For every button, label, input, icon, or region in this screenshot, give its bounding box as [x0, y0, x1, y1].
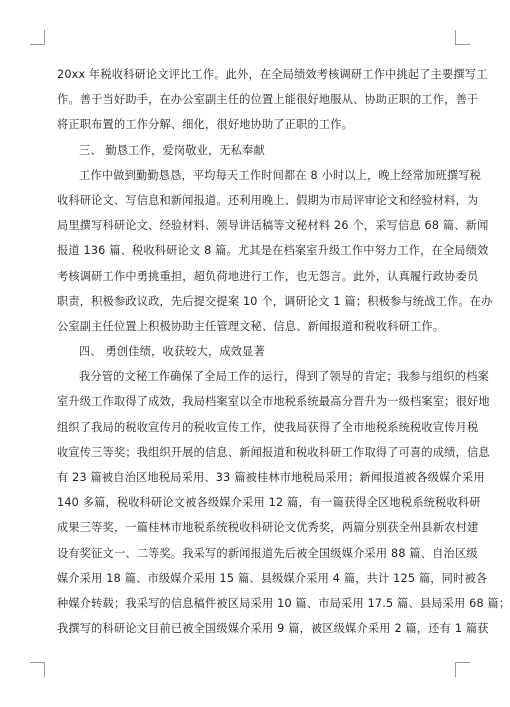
text-line: 种媒介转载；我采写的信息稿件被区局采用 10 篇、市局采用 17.5 篇、县局采用 68 篇； [57, 596, 510, 610]
text-line: 媒介采用 18 篇、市级媒介采用 15 篇、县级媒介采用 4 篇，共计 125 篇，同时被各 [57, 571, 488, 585]
text-line: 工作中做到勤勤恳恳，平均每天工作时间都在 8 小时以上，晚上经常加班撰写税 [79, 168, 482, 182]
text-line: 收宣传三等奖；我组织开展的信息、新闻报道和税收科研工作取得了可喜的成绩，信息 [57, 445, 490, 459]
text-line: 20xx 年税收科研论文评比工作。此外，在全局绩效考核调研工作中挑起了主要撰写工 [57, 68, 488, 81]
text-line: 140 多篇，税收科研论文被各级媒介采用 12 篇，有一篇获得全区地税系统税收科研 [57, 496, 481, 510]
text-line: 局里撰写科研论文、经验材料、领导讲话稿等文秘材料 26 个，采写信息 68 篇、新闻 [57, 219, 489, 233]
text-line: 有 23 篇被自治区地税局采用、33 篇被桂林市地税局采用；新闻报道被各级媒介采用 [57, 471, 485, 484]
crop-mark-top-right [455, 30, 470, 45]
text-line: 室升级工作取得了成效，我局档案室以全市地税系统最高分晋升为一级档案室；很好地 [57, 395, 490, 409]
crop-mark-bottom-left [30, 662, 45, 677]
text-line: 收科研论文、写信息和新闻报道。还利用晚上、假期为市局评审论文和经验材料，为 [57, 193, 479, 207]
text-line: 职责，积极参政议政，先后提交提案 10 个，调研论文 1 篇；积极参与统战工作。在办 [57, 294, 493, 308]
text-line: 公室副主任位置上积极协助主任管理文秘、信息、新闻报道和税收科研工作。 [57, 319, 445, 333]
document-body [57, 62, 510, 641]
text-line: 成果三等奖，一篇桂林市地税系统税收科研论文优秀奖，两篇分别获全州县新农村建 [57, 521, 479, 535]
section-heading: 四、 勇创佳绩，收获较大，成效显著 [79, 345, 265, 359]
text-line: 将正职布置的工作分解、细化，很好地协助了正职的工作。 [57, 118, 354, 132]
section-heading: 三、 勤恳工作，爱岗敬业，无私奉献 [79, 143, 265, 157]
text-line: 考核调研工作中勇挑重担，超负荷地进行工作，也无怨言。此外，认真履行政协委员 [57, 269, 479, 283]
text-line: 作。善于当好助手，在办公室副主任的位置上能很好地服从、协助正职的工作，善于 [57, 93, 479, 107]
text-line: 我分管的文秘工作确保了全局工作的运行，得到了领导的肯定；我参与组织的档案 [79, 370, 489, 384]
text-line: 报道 136 篇、税收科研论文 8 篇。尤其是在档案室升级工作中努力工作，在全局绩效 [57, 244, 489, 258]
text-line: 设有奖征文一、二等奖。我采写的新闻报道先后被全国级媒介采用 88 篇、自治区级 [57, 546, 478, 560]
crop-mark-top-left [30, 30, 45, 45]
crop-mark-bottom-right [455, 662, 470, 677]
text-line: 组织了我局的税收宣传月的税收宣传工作，使我局获得了全市地税系统税收宣传月税 [57, 420, 479, 434]
text-line: 我撰写的科研论文目前已被全国级媒介采用 9 篇，被区级媒介采用 2 篇，还有 1 篇获 [57, 622, 489, 636]
